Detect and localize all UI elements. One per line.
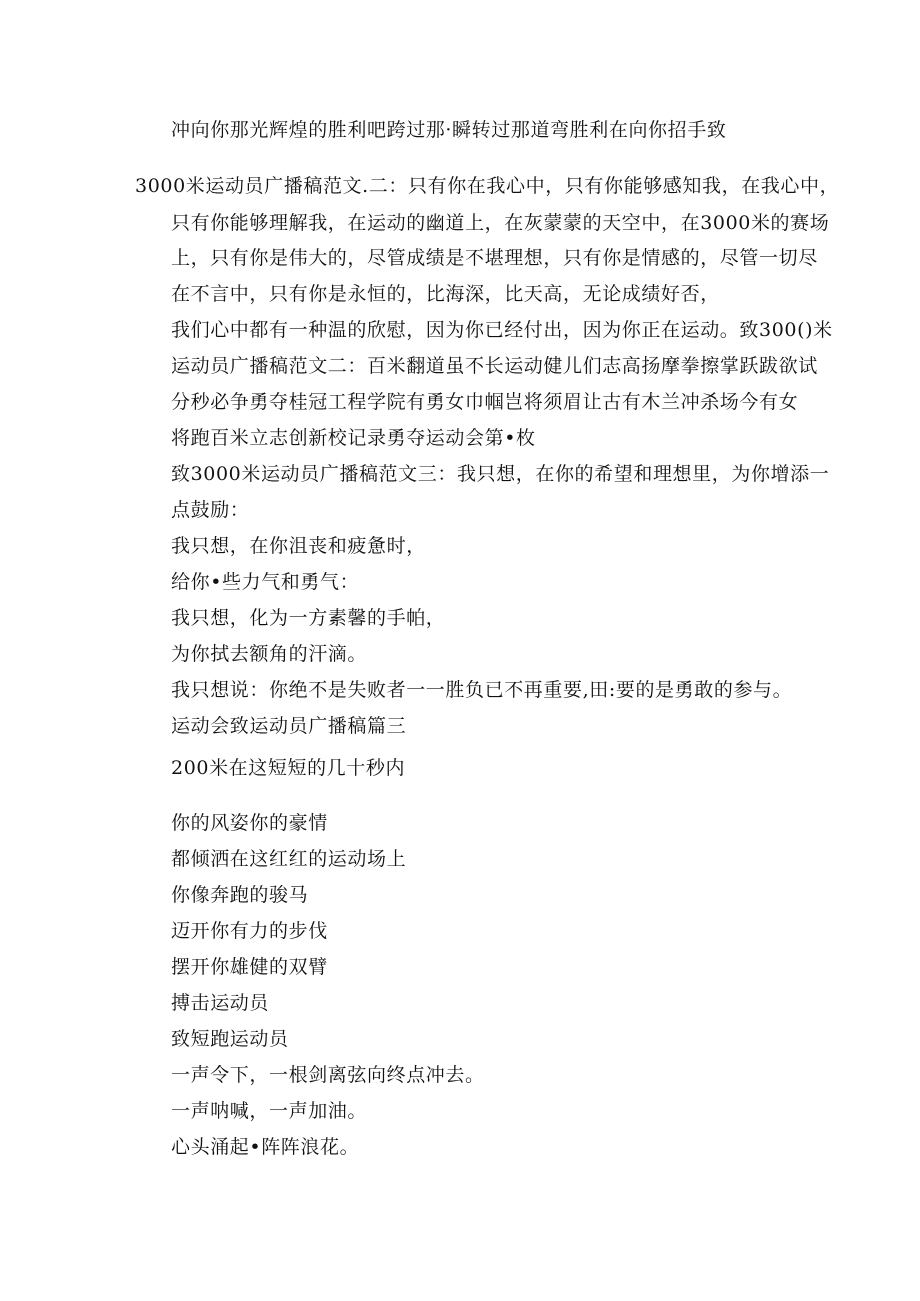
verse-line: 一声呐喊，一声加油。 <box>171 1100 368 1122</box>
paragraph-line: 我们心中都有一种温的欣慰，因为你已经付出，因为你正在运动。致300()米 <box>171 319 833 341</box>
verse-line: 致短跑运动员 <box>171 1028 289 1050</box>
paragraph-line: 3000米运动员广播稿范文.二：只有你在我心中，只有你能够感知我，在我心中， <box>135 175 840 197</box>
verse-line: 搏击运动员 <box>171 992 270 1014</box>
verse-line: 为你拭去额角的汗滴。 <box>171 643 368 665</box>
verse-line: 都倾洒在这红红的运动场上 <box>171 848 407 870</box>
verse-line: 200米在这短短的几十秒内 <box>171 757 406 779</box>
paragraph-line: 将跑百米立志创新校记录勇夺运动会第•枚 <box>171 427 536 449</box>
section-heading: 运动会致运动员广播稿篇三 <box>171 715 407 737</box>
verse-line: 摆开你雄健的双臂 <box>171 956 328 978</box>
paragraph-line: 分秒必争勇夺桂冠工程学院有勇女巾帼岂将须眉让古有木兰冲杀场今有女 <box>171 391 799 413</box>
paragraph-line: 只有你能够理解我，在运动的幽道上，在灰蒙蒙的天空中，在3000米的赛场 <box>171 212 830 234</box>
text-line: 冲向你那光辉煌的胜利吧跨过那·瞬转过那道弯胜利在向你招手致 <box>171 119 727 141</box>
verse-line: 一声令下，一根剑离弦向终点冲去。 <box>171 1064 485 1086</box>
paragraph-line: 致3000米运动员广播稿范文三：我只想，在你的希望和理想里，为你增添一 <box>171 463 830 485</box>
paragraph-line: 在不言中，只有你是永恒的，比海深，比天高，无论成绩好否， <box>171 283 720 305</box>
verse-line: 你的风姿你的豪情 <box>171 812 328 834</box>
verse-line: 我只想，在你沮丧和疲惫时， <box>171 535 426 557</box>
verse-line: 迈开你有力的步伐 <box>171 920 328 942</box>
paragraph-line: 上，只有你是伟大的，尽管成绩是不堪理想，只有你是情感的，尽管一切尽 <box>171 247 818 269</box>
verse-line: 我只想，化为一方素馨的手帕， <box>171 607 446 629</box>
verse-line: 你像奔跑的骏马 <box>171 884 309 906</box>
verse-line: 心头涌起•阵阵浪花。 <box>171 1136 360 1158</box>
verse-line: 我只想说：你绝不是失败者一一胜负已不再重要,田:要的是勇敢的参与。 <box>171 679 793 701</box>
paragraph-line: 运动员广播稿范文二：百米翻道虽不长运动健儿们志高扬摩拳擦掌跃跋欲试 <box>171 355 818 377</box>
paragraph-line: 点鼓励： <box>171 499 250 521</box>
verse-line: 给你•些力气和勇气： <box>171 571 360 593</box>
